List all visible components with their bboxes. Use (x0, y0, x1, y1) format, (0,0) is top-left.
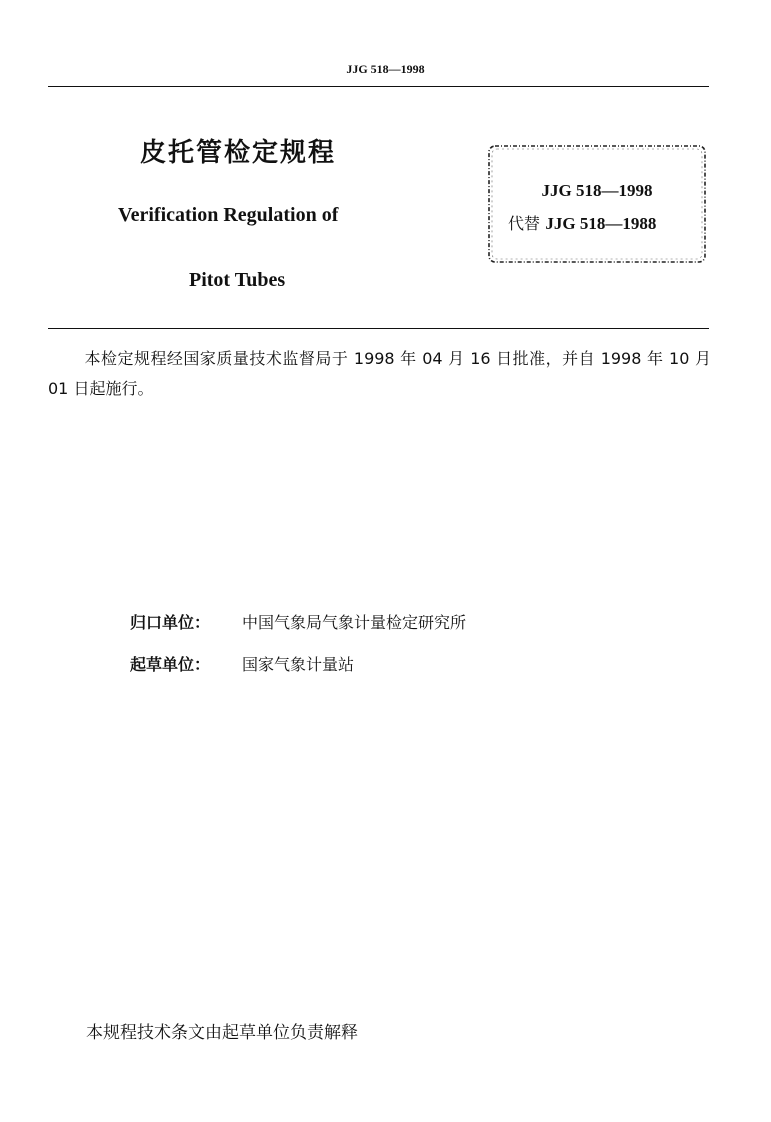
code-box-code: JJG 518—1998 (541, 181, 653, 200)
unit-row-drafting (130, 652, 354, 675)
code-box (486, 143, 708, 265)
unit-value: 国家气象计量站 (242, 655, 355, 674)
title-chinese: 皮托管检定规程 (140, 138, 337, 168)
unit-label: 归口单位： (130, 613, 211, 632)
unit-label: 起草单位： (130, 655, 211, 674)
approval-paragraph (48, 344, 711, 404)
code-box-replaces (508, 211, 656, 234)
replaces-prefix: 代替 (508, 214, 541, 233)
header-rule (48, 86, 709, 87)
header-standard-code: JJG 518—1998 (346, 62, 425, 76)
unit-row-responsible (130, 610, 466, 633)
replaces-code: JJG 518—1988 (545, 214, 657, 233)
unit-value: 中国气象局气象计量检定研究所 (242, 613, 467, 632)
approval-text: 本检定规程经国家质量技术监督局于 1998 年 04 月 16 日批准，并自 1998 年 10 月 01 日起施行。 (48, 349, 711, 398)
decorative-border (486, 143, 708, 265)
title-rule (48, 328, 709, 329)
title-english-line1: Verification Regulation of (118, 204, 339, 226)
footer-note: 本规程技术条文由起草单位负责解释 (86, 1023, 358, 1043)
title-english-line2: Pitot Tubes (189, 269, 286, 291)
